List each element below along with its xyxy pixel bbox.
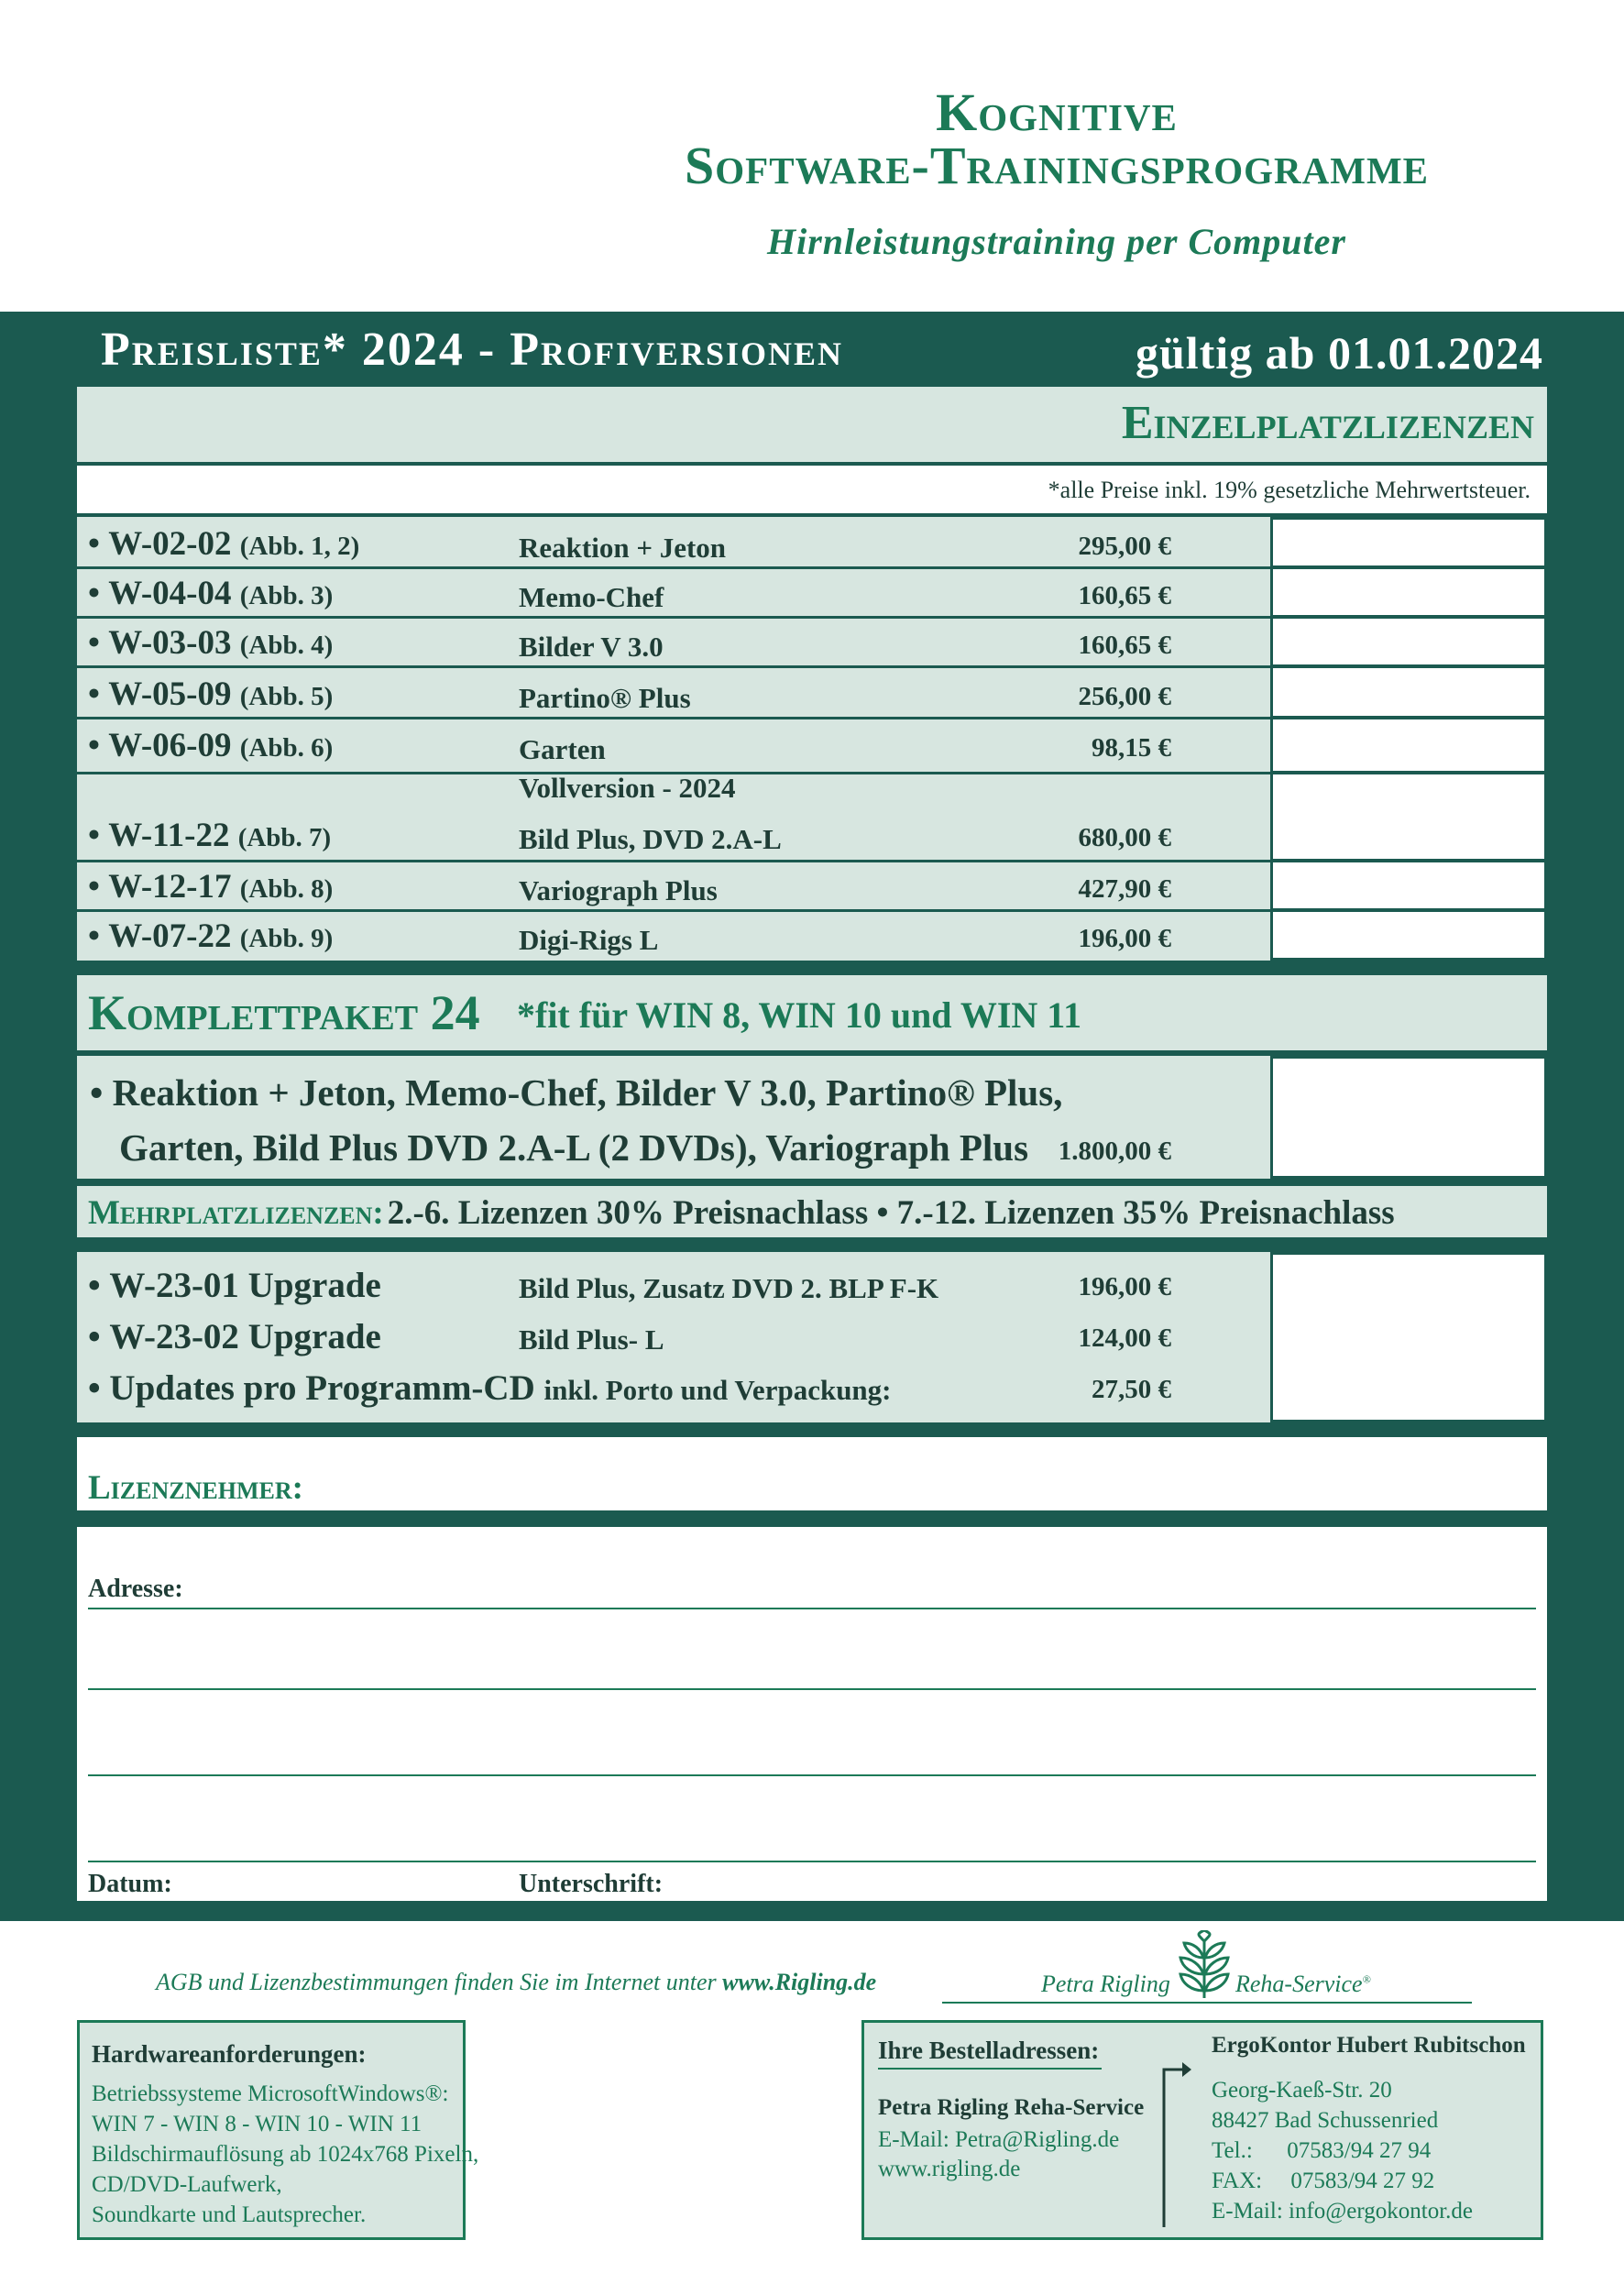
figure-ref: (Abb. 4) [239,631,334,660]
product-code: W-11-22 [108,817,230,854]
upgrade-price: 196,00 € [1078,1272,1171,1301]
order-address-heading: Ihre Bestelladressen: [878,2037,1100,2064]
product-price: 196,00 € [1078,924,1171,953]
product-name: Partino® Plus [519,682,691,714]
address-field[interactable] [88,1608,1536,1609]
arrow-icon [1157,2053,1193,2227]
product-price: 256,00 € [1078,682,1171,711]
product-price: 98,15 € [1092,733,1171,763]
product-row [77,618,1547,669]
product-code: W-03-03 [108,624,232,662]
valid-from: gültig ab 01.01.2024 [1135,327,1543,379]
bullet: • [88,817,100,854]
bullet: • [88,1317,101,1356]
agb-link[interactable]: www.Rigling.de [722,1969,877,1995]
figure-ref: (Abb. 3) [239,581,334,610]
product-code: W-12-17 [108,868,232,906]
package-price: 1.800,00 € [1058,1137,1171,1166]
product-name: Digi-Rigs L [519,924,659,956]
product-row [77,519,1547,570]
single-licenses-heading: Einzelplatzlizenzen [1121,397,1534,449]
figure-ref: (Abb. 9) [239,924,334,953]
product-name: Bild Plus, DVD 2.A-L [519,823,782,855]
order-right-line[interactable]: E-Mail: info@ergokontor.de [1212,2199,1474,2224]
vat-note: *alle Preise inkl. 19% gesetzliche Mehrwertsteuer. [1048,477,1531,503]
updates-price: 27,50 € [1092,1375,1171,1404]
product-row [77,720,1547,772]
product-row [77,772,1547,862]
order-right-line: FAX: 07583/94 27 92 [1212,2169,1435,2193]
package-contents-1: Reaktion + Jeton, Memo-Chef, Bilder V 3.0, Partino® Plus, [112,1071,1063,1114]
logo-left-text: Petra Rigling [1041,1971,1170,1997]
logo-underline [942,2002,1472,2004]
hardware-line: Soundkarte und Lautsprecher. [92,2202,367,2227]
bullet: • [88,727,100,764]
bullet: • [88,675,100,713]
title-line-1: Kognitive [936,82,1178,142]
package-contents-2: Garten, Bild Plus DVD 2.A-L (2 DVDs), Variograph Plus [119,1126,1029,1169]
hardware-line: CD/DVD-Laufwerk, [92,2172,282,2197]
package-line-1 [90,1071,1062,1115]
product-name: Reaktion + Jeton [519,532,727,564]
hardware-heading: Hardwareanforderungen: [92,2040,367,2068]
order-left-name: Petra Rigling Reha-Service [878,2095,1145,2120]
leaf-logo-icon [1177,1930,1232,2000]
signature-label: Unterschrift: [519,1870,664,1898]
bullet: • [88,575,100,612]
upgrade-row [77,1311,1547,1362]
product-note: Vollversion - 2024 [519,772,736,804]
product-row [77,568,1547,620]
updates-row [77,1362,1547,1413]
multi-licenses-text: 2.-6. Lizenzen 30% Preisnachlass • 7.-12. Lizenzen 35% Preisnachlass [387,1194,1395,1232]
upgrade-row [77,1259,1547,1311]
product-row [77,911,1547,962]
order-left-web[interactable]: www.rigling.de [878,2157,1021,2181]
upgrade-name: Bild Plus- L [519,1323,664,1356]
bullet: • [88,624,100,662]
registered-mark: ® [1362,1972,1371,1986]
product-name: Garten [519,733,606,765]
licensee-heading: Lizenznehmer: [88,1469,303,1507]
package-fit-note: *fit für WIN 8, WIN 10 und WIN 11 [517,994,1082,1036]
order-right-line: 88427 Bad Schussenried [1212,2108,1439,2133]
address-label: Adresse: [88,1575,183,1603]
order-right-line: Tel.: 07583/94 27 94 [1212,2138,1432,2163]
updates-detail: inkl. Porto und Verpackung: [543,1374,892,1406]
bullet: • [88,917,100,955]
hardware-line: Bildschirmauflösung ab 1024x768 Pixeln, [92,2142,479,2167]
product-price: 295,00 € [1078,532,1171,561]
hardware-line: Betriebssysteme MicrosoftWindows®: [92,2081,449,2106]
agb-note [156,1969,876,1996]
product-code: W-05-09 [108,675,232,713]
product-price: 427,90 € [1078,874,1171,904]
multi-licenses-label: Mehrplatzlizenzen: [88,1194,384,1232]
bullet: • [88,1368,101,1408]
order-heading-underline [878,2068,1102,2070]
product-code: W-02-02 [108,525,232,563]
product-code: W-07-22 [108,917,232,955]
upgrade-name: Bild Plus, Zusatz DVD 2. BLP F-K [519,1272,939,1304]
upgrade-code: W-23-02 Upgrade [109,1317,381,1356]
hardware-line: WIN 7 - WIN 8 - WIN 10 - WIN 11 [92,2112,422,2136]
figure-ref: (Abb. 7) [237,823,332,852]
licensee-form [77,1527,1547,1901]
figure-ref: (Abb. 8) [239,874,334,904]
multi-licenses-row [88,1193,1395,1233]
package-heading: Komplettpaket 24 [88,985,480,1040]
product-row [77,862,1547,913]
bullet: • [90,1071,104,1114]
product-price: 680,00 € [1078,823,1171,852]
product-price: 160,65 € [1078,631,1171,660]
subtitle: Hirnleistungstraining per Computer [767,221,1346,262]
product-name: Bilder V 3.0 [519,631,664,663]
date-label: Datum: [88,1870,172,1898]
product-row [77,669,1547,720]
address-field[interactable] [88,1861,1536,1862]
title-line-2: Software-Trainingsprogramme [685,136,1429,195]
order-right-line: Georg-Kaeß-Str. 20 [1212,2078,1392,2103]
logo-right-text [1235,1971,1371,1998]
product-name: Variograph Plus [519,874,718,906]
figure-ref: (Abb. 1, 2) [239,532,360,561]
bullet: • [88,525,100,563]
product-code: W-04-04 [108,575,232,612]
upgrade-price: 124,00 € [1078,1323,1171,1353]
product-price: 160,65 € [1078,581,1171,610]
bullet: • [88,868,100,906]
agb-text: AGB und Lizenzbestimmungen finden Sie im Internet unter [156,1969,723,1995]
figure-ref: (Abb. 5) [239,682,334,711]
figure-ref: (Abb. 6) [239,733,334,763]
order-right-name: ErgoKontor Hubert Rubitschon [1212,2033,1526,2058]
order-box[interactable] [1270,1056,1547,1179]
price-list-title: Preisliste* 2024 - Profiversionen [101,324,843,376]
order-left-email[interactable]: E-Mail: Petra@Rigling.de [878,2127,1120,2152]
bullet: • [88,1266,101,1305]
updates-label: Updates pro Programm-CD [109,1368,535,1408]
product-code: W-06-09 [108,727,232,764]
logo-right-label: Reha-Service [1235,1971,1363,1997]
address-field[interactable] [88,1774,1536,1776]
address-field[interactable] [88,1688,1536,1690]
product-name: Memo-Chef [519,581,664,613]
upgrade-code: W-23-01 Upgrade [109,1266,381,1305]
